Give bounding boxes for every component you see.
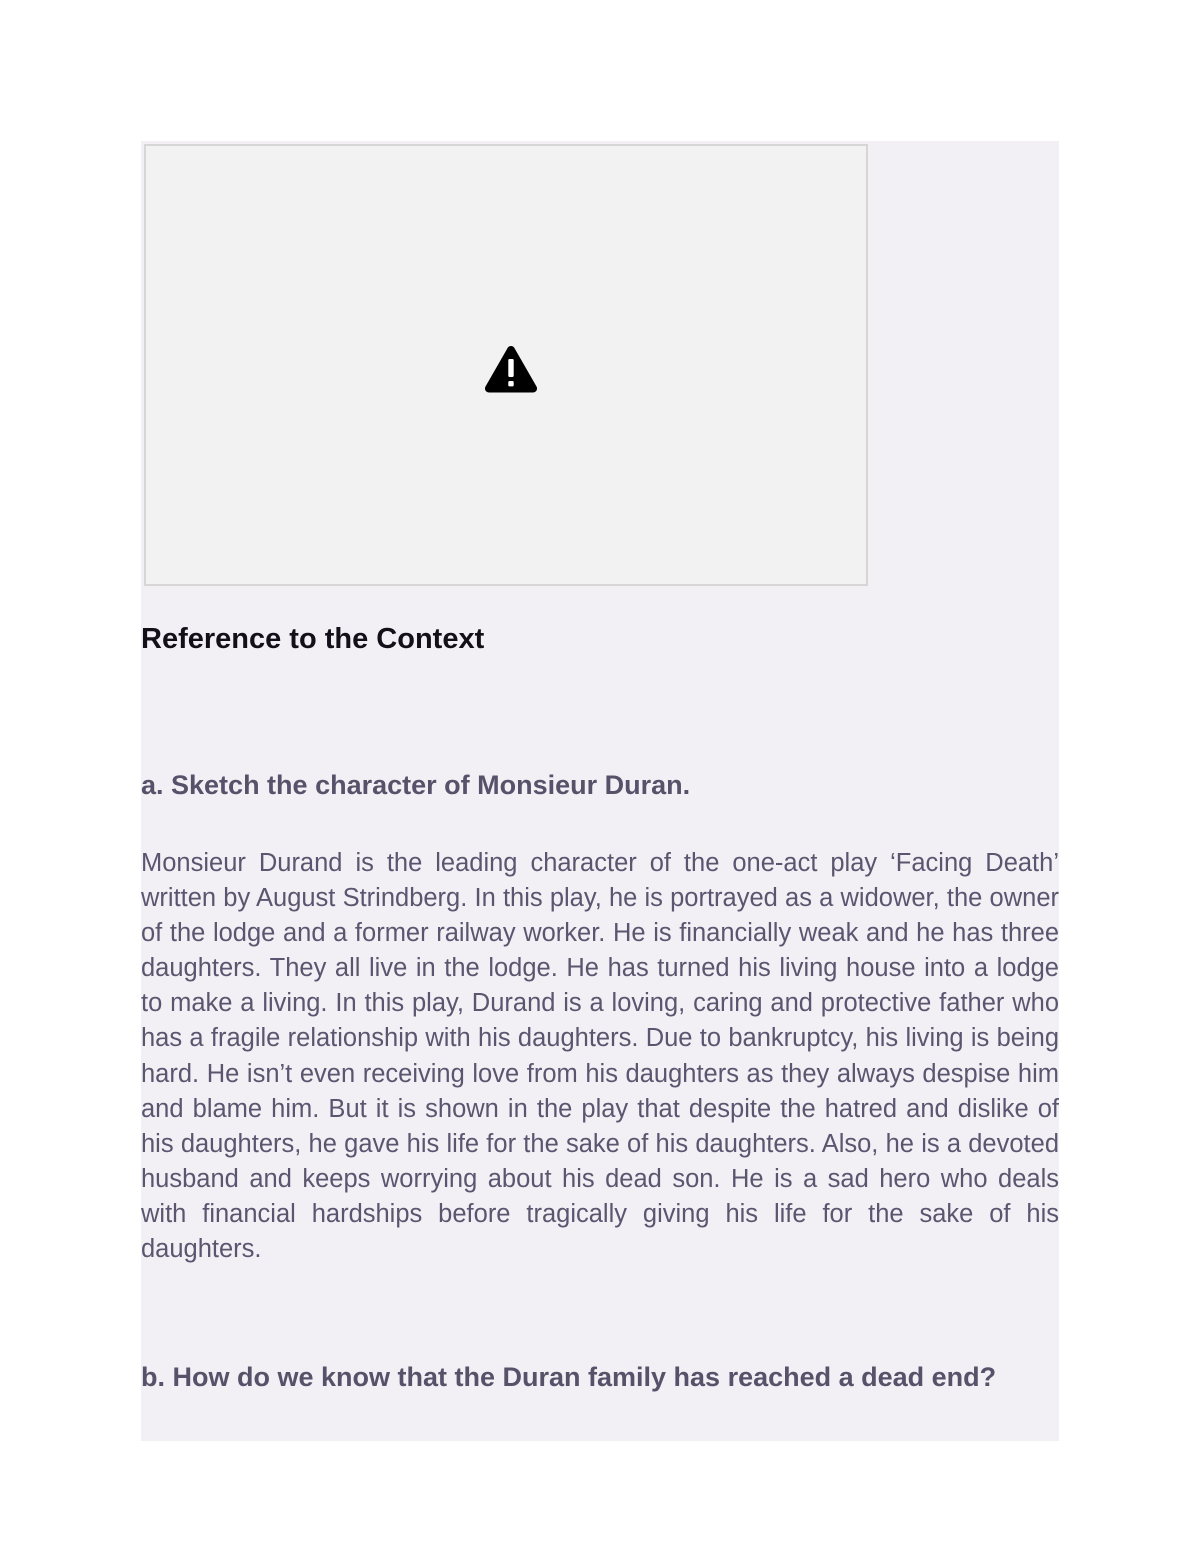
- warning-icon: [483, 344, 539, 394]
- broken-image-placeholder: [144, 144, 868, 586]
- question-b: b. How do we know that the Duran family has reached a dead end?: [141, 1362, 997, 1392]
- answer-a: Monsieur Durand is the leading character of the one-act play ‘Facing Death’ written by August Strindberg. In this play, he is portrayed as a widower, the owner of the lodge and a former railway worker. He is financially weak and he has three daughters. They all live in the lodge. He has turned his living house into a lodge to make a living. In this play, Durand is a loving, caring and protective father who has a fragile relationship with his daughters. Due to bankruptcy, his living is being hard. He isn’t even receiving love from his daughters as they always despise him and blame him. But it is shown in the play that despite the hatred and dislike of his daughters, he gave his life for the sake of his daughters. Also, he is a devoted husband and keeps worrying about his dead son. He is a sad hero who deals with financial hardships before tragically giving his life for the sake of his daughters.: [141, 849, 1059, 1264]
- question-a: a. Sketch the character of Monsieur Duran.: [141, 770, 691, 800]
- section-heading: Reference to the Context: [141, 623, 485, 655]
- content-panel: [141, 141, 1059, 1441]
